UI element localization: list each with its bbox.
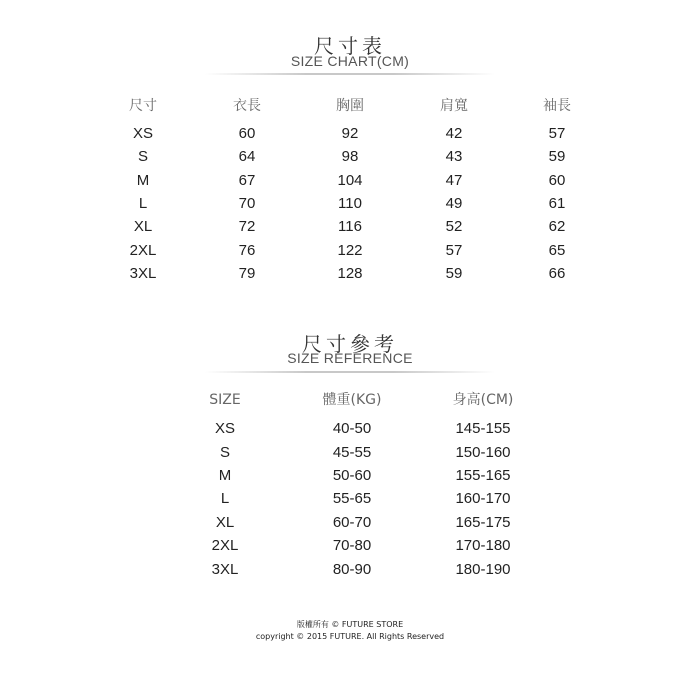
column-header: 衣長 (233, 98, 261, 114)
table-row (0, 442, 700, 464)
table-cell: 57 (445, 242, 463, 259)
size-chart-divider (205, 73, 495, 75)
column-header: 袖長 (543, 98, 571, 114)
table-cell: L (220, 490, 230, 507)
table-cell: 155-165 (455, 467, 511, 484)
table-cell: 57 (548, 125, 566, 142)
table-cell: 2XL (129, 242, 157, 259)
table-cell: 66 (548, 265, 566, 282)
table-cell: 65 (548, 242, 566, 259)
table-cell: 60-70 (332, 514, 372, 531)
table-row (0, 418, 700, 440)
table-cell: 59 (548, 148, 566, 165)
table-row (0, 559, 700, 581)
table-cell: 64 (238, 148, 256, 165)
table-row (0, 535, 700, 557)
table-cell: 50-60 (332, 467, 372, 484)
table-cell: M (218, 467, 232, 484)
table-row (0, 263, 700, 285)
table-cell: 160-170 (455, 490, 511, 507)
table-cell: 80-90 (332, 561, 372, 578)
size-chart-subtitle: SIZE CHART(CM) (290, 53, 410, 69)
table-cell: 122 (337, 242, 363, 259)
table-cell: 145-155 (455, 420, 511, 437)
table-cell: 165-175 (455, 514, 511, 531)
table-cell: 61 (548, 195, 566, 212)
table-cell: 67 (238, 172, 256, 189)
column-header: 肩寬 (440, 98, 468, 114)
table-cell: 79 (238, 265, 256, 282)
table-cell: 59 (445, 265, 463, 282)
size-chart-title: 尺寸表 (314, 34, 386, 58)
table-cell: 2XL (211, 537, 239, 554)
table-row (0, 216, 700, 238)
table-row (0, 193, 700, 215)
footer-copyright-en: copyright © 2015 FUTURE. All Rights Reserved (255, 632, 445, 641)
table-cell: 128 (337, 265, 363, 282)
table-cell: 150-160 (455, 444, 511, 461)
table-cell: 72 (238, 218, 256, 235)
table-cell: 116 (338, 218, 362, 235)
table-row (0, 170, 700, 192)
table-cell: 52 (445, 218, 463, 235)
table-row (0, 123, 700, 145)
table-cell: 180-190 (455, 561, 511, 578)
table-cell: 170-180 (455, 537, 511, 554)
size-reference-divider (205, 371, 495, 373)
footer-copyright-zh: 版權所有 © FUTURE STORE (296, 620, 404, 629)
table-cell: 62 (548, 218, 566, 235)
table-cell: 110 (338, 195, 362, 212)
table-cell: M (136, 172, 150, 189)
table-cell: 3XL (211, 561, 239, 578)
table-cell: 55-65 (332, 490, 372, 507)
table-cell: 42 (445, 125, 463, 142)
size-reference-subtitle: SIZE REFERENCE (287, 350, 413, 366)
table-row (0, 146, 700, 168)
table-cell: XL (133, 218, 153, 235)
table-row (0, 512, 700, 534)
table-cell: XL (215, 514, 235, 531)
table-cell: 104 (337, 172, 363, 189)
size-reference-title: 尺寸參考 (302, 332, 398, 356)
table-row (0, 465, 700, 487)
table-cell: 76 (238, 242, 256, 259)
column-header: SIZE (209, 392, 241, 408)
table-cell: 43 (445, 148, 463, 165)
table-row (0, 240, 700, 262)
column-header: 尺寸 (129, 98, 157, 114)
table-cell: 45-55 (332, 444, 372, 461)
table-cell: 70 (238, 195, 256, 212)
table-row (0, 488, 700, 510)
table-cell: L (138, 195, 148, 212)
column-header: 體重(KG) (322, 392, 382, 408)
table-cell: 3XL (129, 265, 157, 282)
table-cell: 49 (445, 195, 463, 212)
table-cell: 60 (238, 125, 256, 142)
table-cell: S (137, 148, 148, 165)
table-cell: XS (214, 420, 235, 437)
column-header: 身高(CM) (452, 392, 514, 408)
table-cell: S (219, 444, 230, 461)
column-header: 胸圍 (336, 98, 364, 114)
table-cell: 47 (445, 172, 463, 189)
table-cell: 70-80 (332, 537, 372, 554)
table-cell: 60 (548, 172, 566, 189)
table-cell: XS (132, 125, 153, 142)
table-cell: 40-50 (332, 420, 372, 437)
table-cell: 92 (341, 125, 359, 142)
table-header-row (0, 389, 700, 411)
table-cell: 98 (341, 148, 359, 165)
table-header-row (0, 95, 700, 117)
